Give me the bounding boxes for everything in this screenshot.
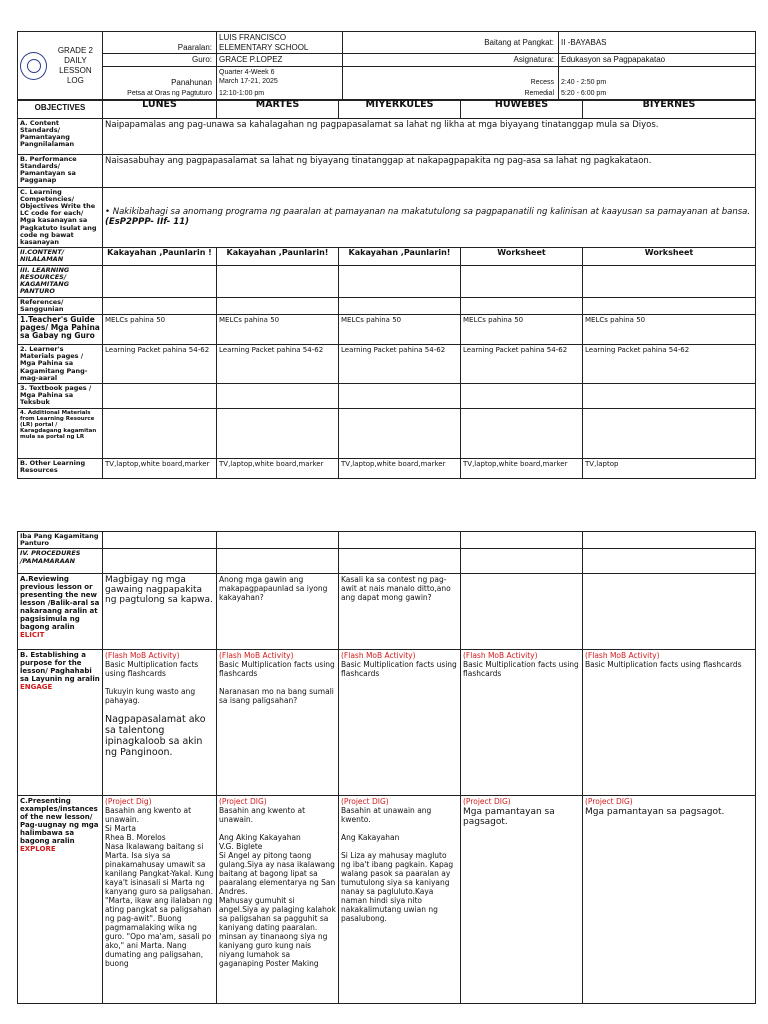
- elicit-tag: ELICIT: [20, 631, 45, 640]
- school-logo-cell: [18, 32, 103, 101]
- performance-standards-label: B. Performance Standards/ Pamantayan sa Pagganap: [18, 154, 103, 187]
- resources-label: III. LEARNING RESOURCES/ KAGAMITANG PANTURO: [18, 265, 103, 297]
- recess-label: Recess: [343, 66, 559, 88]
- competencies-cell: [103, 187, 756, 248]
- other-mon: TV,laptop,white board,marker: [103, 458, 217, 478]
- purpose-mon-extra-1: Tukuyin kung wasto ang pahayag.: [105, 687, 196, 706]
- tg-mon: MELCs pahina 50: [103, 314, 217, 344]
- subject-value: Edukasyon sa Pagpapakatao: [559, 54, 756, 67]
- content-wed: Kakayahan ,Paunlarin!: [339, 248, 461, 265]
- story-tue: Basahin ang kwento at unawain. Ang Aking Kakayahan V.G. Biglete Si Angel ay pitong taong gulang.Siya ay nasa ikalawang baitang at bagong lipat sa paaralang elementarya ng San Andres. Mahusay gumuhit si angel.Siya ay palaging kalahok sa paligsahan sa pagguhit sa kaniyang dating paaralan. minsan ay tinanaong siya ng kaniyang guro kung nais niyang lumahok sa gaganaping Poster Making: [219, 806, 336, 969]
- lesson-log-label: LESSON LOG: [59, 65, 92, 85]
- references-label: References/ Sanggunian: [18, 297, 103, 314]
- dig-tag-thu: (Project DIG): [463, 797, 511, 807]
- lesson-log-body-2: [17, 531, 756, 1004]
- day-biyernes: BIYERNES: [583, 99, 756, 118]
- performance-standards-value: Naisasabuhay ang pagpapasalamat sa lahat ng biyayang tinatanggap at nakapagpapakita ng pag-asa sa lahat ng pagkakataon.: [103, 154, 756, 187]
- day-martes: MARTES: [217, 99, 339, 118]
- other-wed: TV,laptop,white board,marker: [339, 458, 461, 478]
- tg-fri: MELCs pahina 50: [583, 314, 756, 344]
- lm-mon: Learning Packet pahina 54-62: [103, 344, 217, 383]
- day-lunes: LUNES: [103, 99, 217, 118]
- purpose-mon-extra-2: Nagpapasalamat ako sa talentong ipinagkaloob sa akin ng Panginoon.: [105, 714, 206, 759]
- section-label: Baitang at Pangkat:: [343, 32, 559, 54]
- lm-tue: Learning Packet pahina 54-62: [217, 344, 339, 383]
- purpose-tue: [217, 650, 339, 796]
- criteria-thu: Mga pamantayan sa pagsagot.: [463, 807, 555, 828]
- content-standards-label: A. Content Standards/ Pamantayang Pangnilalaman: [18, 118, 103, 154]
- day-miyerkules: MIYERKULES: [339, 99, 461, 118]
- criteria-fri-cell: [583, 796, 756, 1004]
- procedures-label: IV. PROCEDURES /PAMAMARAAN: [18, 549, 103, 574]
- other-tue: TV,laptop,white board,marker: [217, 458, 339, 478]
- purpose-wed: [339, 650, 461, 796]
- competencies-code: (EsP2PPP- IIf- 11): [105, 217, 189, 228]
- review-mon: Magbigay ng mga gawaing nagpapakita ng pagtulong sa kapwa.: [103, 574, 217, 650]
- other-fri: TV,laptop: [583, 458, 756, 478]
- content-label: II.CONTENT/ NILALAMAN: [18, 248, 103, 265]
- school-value: LUIS FRANCISCO ELEMENTARY SCHOOL: [217, 32, 343, 54]
- day-huwebes: HUWEBES: [461, 99, 583, 118]
- lm-wed: Learning Packet pahina 54-62: [339, 344, 461, 383]
- other-thu: TV,laptop,white board,marker: [461, 458, 583, 478]
- daily-label: DAILY: [64, 55, 87, 65]
- competencies-label: C. Learning Competencies/ Objectives Write the LC code for each/ Mga kasanayan sa Pagkatuto Isulat ang code ng bawat kasanayan: [18, 187, 103, 248]
- dig-tag-mon: (Project Dig): [105, 797, 152, 807]
- lesson-log-table-1: [17, 31, 756, 101]
- purpose-cell: [18, 650, 103, 796]
- lm-fri: Learning Packet pahina 54-62: [583, 344, 756, 383]
- learners-materials-label: 2. Learner's Materials pages / Mga Pahina sa Kagamitang Pang-mag-aaral: [18, 344, 103, 383]
- review-tue: Anong mga gawin ang makapagpapaunlad sa iyong kakayahan?: [217, 574, 339, 650]
- date-value: March 17-21, 2025: [219, 77, 278, 85]
- dig-tag-wed: (Project DIG): [341, 797, 389, 807]
- review-thu: [461, 574, 583, 650]
- recess-value: 2:40 - 2:50 pm: [559, 66, 756, 88]
- other-resources-label: B. Other Learning Resources: [18, 458, 103, 478]
- criteria-fri: Mga pamantayan sa pagsagot.: [585, 807, 725, 818]
- lesson-log-page-1: [17, 31, 755, 479]
- teacher-value: GRACE P.LOPEZ: [217, 54, 343, 67]
- school-label: Paaralan:: [103, 32, 217, 54]
- purpose-fri: [583, 650, 756, 796]
- flash-tag-tue: (Flash MoB Activity): [219, 651, 294, 661]
- teachers-guide-label: 1.Teacher's Guide pages/ Mga Pahina sa Gabay ng Guro: [18, 314, 103, 344]
- content-tue: Kakayahan ,Paunlarin!: [217, 248, 339, 265]
- story-wed-cell: [339, 796, 461, 1004]
- lesson-log-page-2: [17, 531, 755, 1004]
- flash-tag-wed: (Flash MoB Activity): [341, 651, 416, 661]
- lm-thu: Learning Packet pahina 54-62: [461, 344, 583, 383]
- subject-label: Asignatura:: [343, 54, 559, 67]
- content-mon: Kakayahan ,Paunlarin !: [103, 248, 217, 265]
- objectives-label: OBJECTIVES: [18, 99, 103, 118]
- review-fri: [583, 574, 756, 650]
- lesson-log-body-1: [17, 99, 756, 479]
- engage-tag: ENGAGE: [20, 683, 53, 692]
- grade-label: GRADE 2: [57, 45, 93, 55]
- time-value: 12:10-1:00 pm: [217, 88, 343, 100]
- presenting-cell: [18, 796, 103, 1004]
- content-fri: Worksheet: [583, 248, 756, 265]
- period-label: Panahunan: [103, 66, 217, 88]
- textbook-label: 3. Textbook pages / Mga Pahina sa Teksbuk: [18, 383, 103, 408]
- reviewing-label: A.Reviewing previous lesson or presenting the new lesson /Balik-aral sa nakaraang aralin at pagsisimula ng bagong aralin: [20, 575, 100, 632]
- content-thu: Worksheet: [461, 248, 583, 265]
- iba-pang-kagamitan-label: Iba Pang Kagamitang Panturo: [18, 532, 103, 549]
- competencies-value: • Nakikibahagi sa anomang programa ng paaralan at pamayanan na makatutulong sa pagpapanatili ng kalinisan at kaayusan sa pamayanan at bansa.: [105, 207, 751, 218]
- tg-thu: MELCs pahina 50: [461, 314, 583, 344]
- flash-tag-thu: (Flash MoB Activity): [463, 651, 538, 661]
- tg-wed: MELCs pahina 50: [339, 314, 461, 344]
- period-value: Quarter 4-Week 6: [219, 68, 275, 76]
- flash-tag-mon: (Flash MoB Activity): [105, 651, 180, 661]
- criteria-thu-cell: [461, 796, 583, 1004]
- deped-seal-icon: [20, 52, 47, 80]
- purpose-label: B. Establishing a purpose for the lesson/ Paghahabi sa Layunin ng aralin: [20, 651, 100, 684]
- flash-tag-fri: (Flash MoB Activity): [585, 651, 660, 661]
- tg-tue: MELCs pahina 50: [217, 314, 339, 344]
- flash-text-tue: Basic Multiplication facts using flashcards: [219, 660, 335, 679]
- presenting-label: C.Presenting examples/instances of the new lesson/ Pag-uugnay ng mga halimbawa sa bagong aralin: [20, 797, 99, 846]
- flash-text-wed: Basic Multiplication facts using flashcards: [341, 660, 457, 679]
- dig-tag-fri: (Project DIG): [585, 797, 633, 807]
- review-wed: Kasali ka sa contest ng pag-awit at nais manalo ditto,ano ang dapat mong gawin?: [339, 574, 461, 650]
- remedial-label: Remedial: [343, 88, 559, 100]
- story-tue-cell: [217, 796, 339, 1004]
- purpose-tue-extra: Naranasan mo na bang sumali sa isang paligsahan?: [219, 687, 334, 706]
- reviewing-cell: [18, 574, 103, 650]
- flash-text-fri: Basic Multiplication facts using flashcards: [585, 660, 742, 670]
- teacher-label: Guro:: [103, 54, 217, 67]
- story-mon-cell: [103, 796, 217, 1004]
- purpose-mon: [103, 650, 217, 796]
- story-wed: Basahin at unawain ang kwento. Ang Kakayahan Si Liza ay mahusay magluto ng iba't ibang pagkain. Kapag walang pasok sa paaralan ay tumutulong siya sa kaniyang nanay sa pagluluto.Kaya naman hindi siya nito nakakalimutang uwian ng pasalubong.: [341, 806, 454, 924]
- flash-text-thu: Basic Multiplication facts using flashcards: [463, 660, 579, 679]
- additional-materials-label: 4. Additional Materials from Learning Resource (LR) portal / Karagdagang kagamitan mula sa portal ng LR: [18, 408, 103, 458]
- remedial-value: 5:20 - 6:00 pm: [559, 88, 756, 100]
- purpose-thu: [461, 650, 583, 796]
- explore-tag: EXPLORE: [20, 845, 56, 854]
- date-label: Petsa at Oras ng Pagtuturo: [103, 88, 217, 100]
- section-value: II -BAYABAS: [559, 32, 756, 54]
- flash-text-mon: Basic Multiplication facts using flashcards: [105, 660, 199, 679]
- content-standards-value: Naipapamalas ang pag-unawa sa kahalagahan ng pagpapasalamat sa lahat ng likha at mga biyayang tinatanggap mula sa Diyos.: [103, 118, 756, 154]
- dig-tag-tue: (Project DIG): [219, 797, 267, 807]
- story-mon: Basahin ang kwento at unawain. Si Marta Rhea B. Morelos Nasa Ikalawang baitang si Marta. Isa siya sa pinakamahusay umawit sa kanilang Pangkat-Yakal. Kung kaya't isinasali si Marta ng kanyang guro sa paligsahan. "Marta, ikaw ang ilalaban ng ating pangkat sa paligsahan ng pag-awit". Buong pagmamalaking wika ng guro. "Opo ma'am, sasali po ako," ani Marta. Nang dumating ang paligsahan, buong: [105, 806, 214, 969]
